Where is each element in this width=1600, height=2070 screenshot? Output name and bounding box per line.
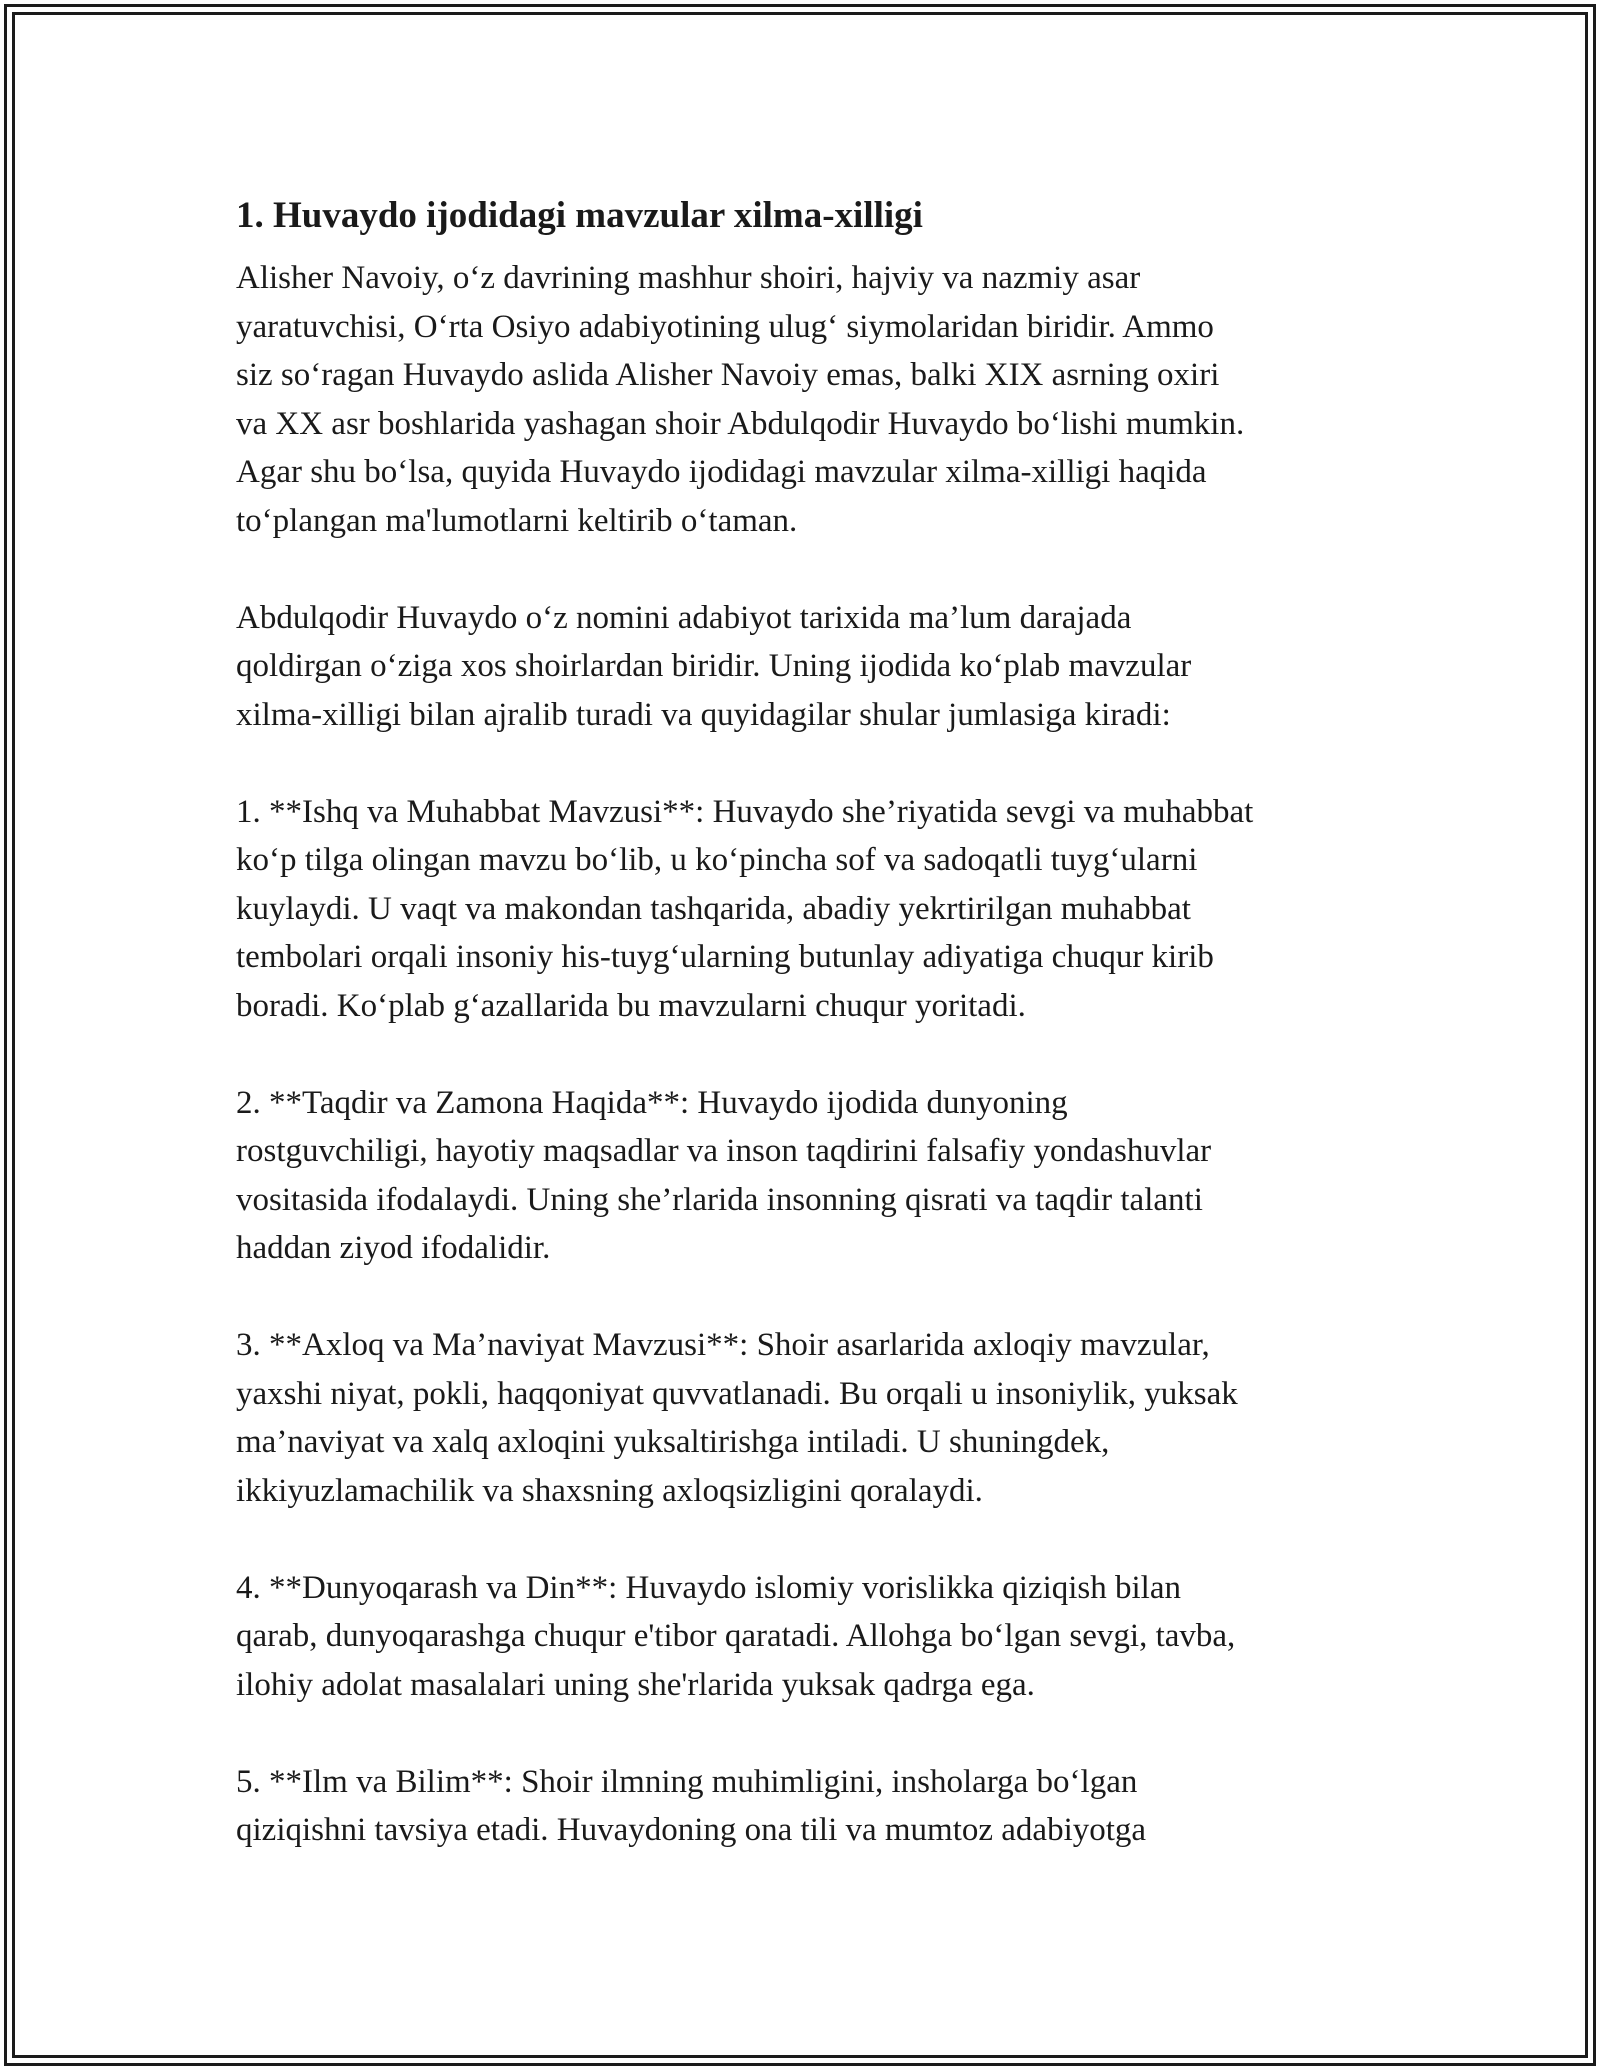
text-line: 5. **Ilm va Bilim**: Shoir ilmning muhimligini, insholarga bo‘lgan <box>236 1763 1138 1800</box>
text-line: haddan ziyod ifodalidir. <box>236 1230 551 1266</box>
paragraph-overview <box>236 594 1386 740</box>
text-line: rostguvchiligi, hayotiy maqsadlar va inson taqdirini falsafiy yondashuvlar <box>236 1133 1212 1169</box>
text-line: kuylaydi. U vaqt va makondan tashqarida, abadiy yekrtirilgan muhabbat <box>236 890 1191 927</box>
text-line: xilma-xilligi bilan ajralib turadi va quyidagilar shular jumlasiga kiradi: <box>236 696 1171 733</box>
text-line: qiziqishni tavsiya etadi. Huvaydoning ona tili va mumtoz adabiyotga <box>236 1812 1147 1848</box>
text-line: 4. **Dunyoqarash va Din**: Huvaydo islomiy vorislikka qiziqish bilan <box>236 1569 1181 1606</box>
document-page <box>236 186 1386 1903</box>
text-line: qarab, dunyoqarashga chuqur e'tibor qaratadi. Allohga bo‘lgan sevgi, tavba, <box>236 1618 1236 1654</box>
text-line: ilohiy adolat masalalari uning she'rlarida yuksak qadrga ega. <box>236 1666 1035 1703</box>
text-line: yaratuvchisi, O‘rta Osiyo adabiyotining ulug‘ siymolaridan biridir. Ammo <box>236 308 1214 345</box>
paragraph-intro <box>236 254 1386 545</box>
text-line: vositasida ifodalaydi. Uning she’rlarida insonning qisrati va taqdir talanti <box>236 1181 1203 1218</box>
text-line: 2. **Taqdir va Zamona Haqida**: Huvaydo ijodida dunyoning <box>236 1084 1068 1121</box>
text-line: boradi. Ko‘plab g‘azallarida bu mavzularni chuqur yoritadi. <box>236 987 1026 1024</box>
text-line: Agar shu bo‘lsa, quyida Huvaydo ijodidagi mavzular xilma-xilligi haqida <box>236 454 1207 490</box>
text-line: ma’naviyat va xalq axloqini yuksaltirishga intiladi. U shuningdek, <box>236 1424 1110 1460</box>
text-line: ikkiyuzlamachilik va shaxsning axloqsizligini qoralaydi. <box>236 1472 983 1509</box>
text-line: siz so‘ragan Huvaydo aslida Alisher Navoiy emas, balki XIX asrning oxiri <box>236 357 1220 393</box>
text-line: 3. **Axloq va Ma’naviyat Mavzusi**: Shoir asarlarida axloqiy mavzular, <box>236 1327 1210 1363</box>
text-line: ko‘p tilga olingan mavzu bo‘lib, u ko‘pincha sof va sadoqatli tuyg‘ularni <box>236 842 1198 878</box>
paragraph-item-5 <box>236 1758 1386 1855</box>
text-line: tembolari orqali insoniy his-tuyg‘ularning butunlay adiyatiga chuqur kirib <box>236 939 1214 975</box>
document-title: 1. Huvaydo ijodidagi mavzular xilma-xilligi <box>236 195 923 236</box>
text-line: to‘plangan ma'lumotlarni keltirib o‘taman. <box>236 502 798 539</box>
text-line: 1. **Ishq va Muhabbat Mavzusi**: Huvaydo she’riyatida sevgi va muhabbat <box>236 793 1254 830</box>
text-line: Abdulqodir Huvaydo o‘z nomini adabiyot tarixida ma’lum darajada <box>236 599 1132 636</box>
paragraph-item-4 <box>236 1564 1386 1710</box>
text-line: Alisher Navoiy, o‘z davrining mashhur shoiri, hajviy va nazmiy asar <box>236 260 1141 296</box>
text-line: qoldirgan o‘ziga xos shoirlardan biridir. Uning ijodida ko‘plab mavzular <box>236 648 1192 684</box>
text-line: yaxshi niyat, pokli, haqqoniyat quvvatlanadi. Bu orqali u insoniylik, yuksak <box>236 1375 1238 1412</box>
paragraph-item-2 <box>236 1079 1386 1273</box>
paragraph-item-3 <box>236 1321 1386 1515</box>
text-line: va XX asr boshlarida yashagan shoir Abdulqodir Huvaydo bo‘lishi mumkin. <box>236 405 1245 442</box>
paragraph-item-1 <box>236 788 1386 1031</box>
